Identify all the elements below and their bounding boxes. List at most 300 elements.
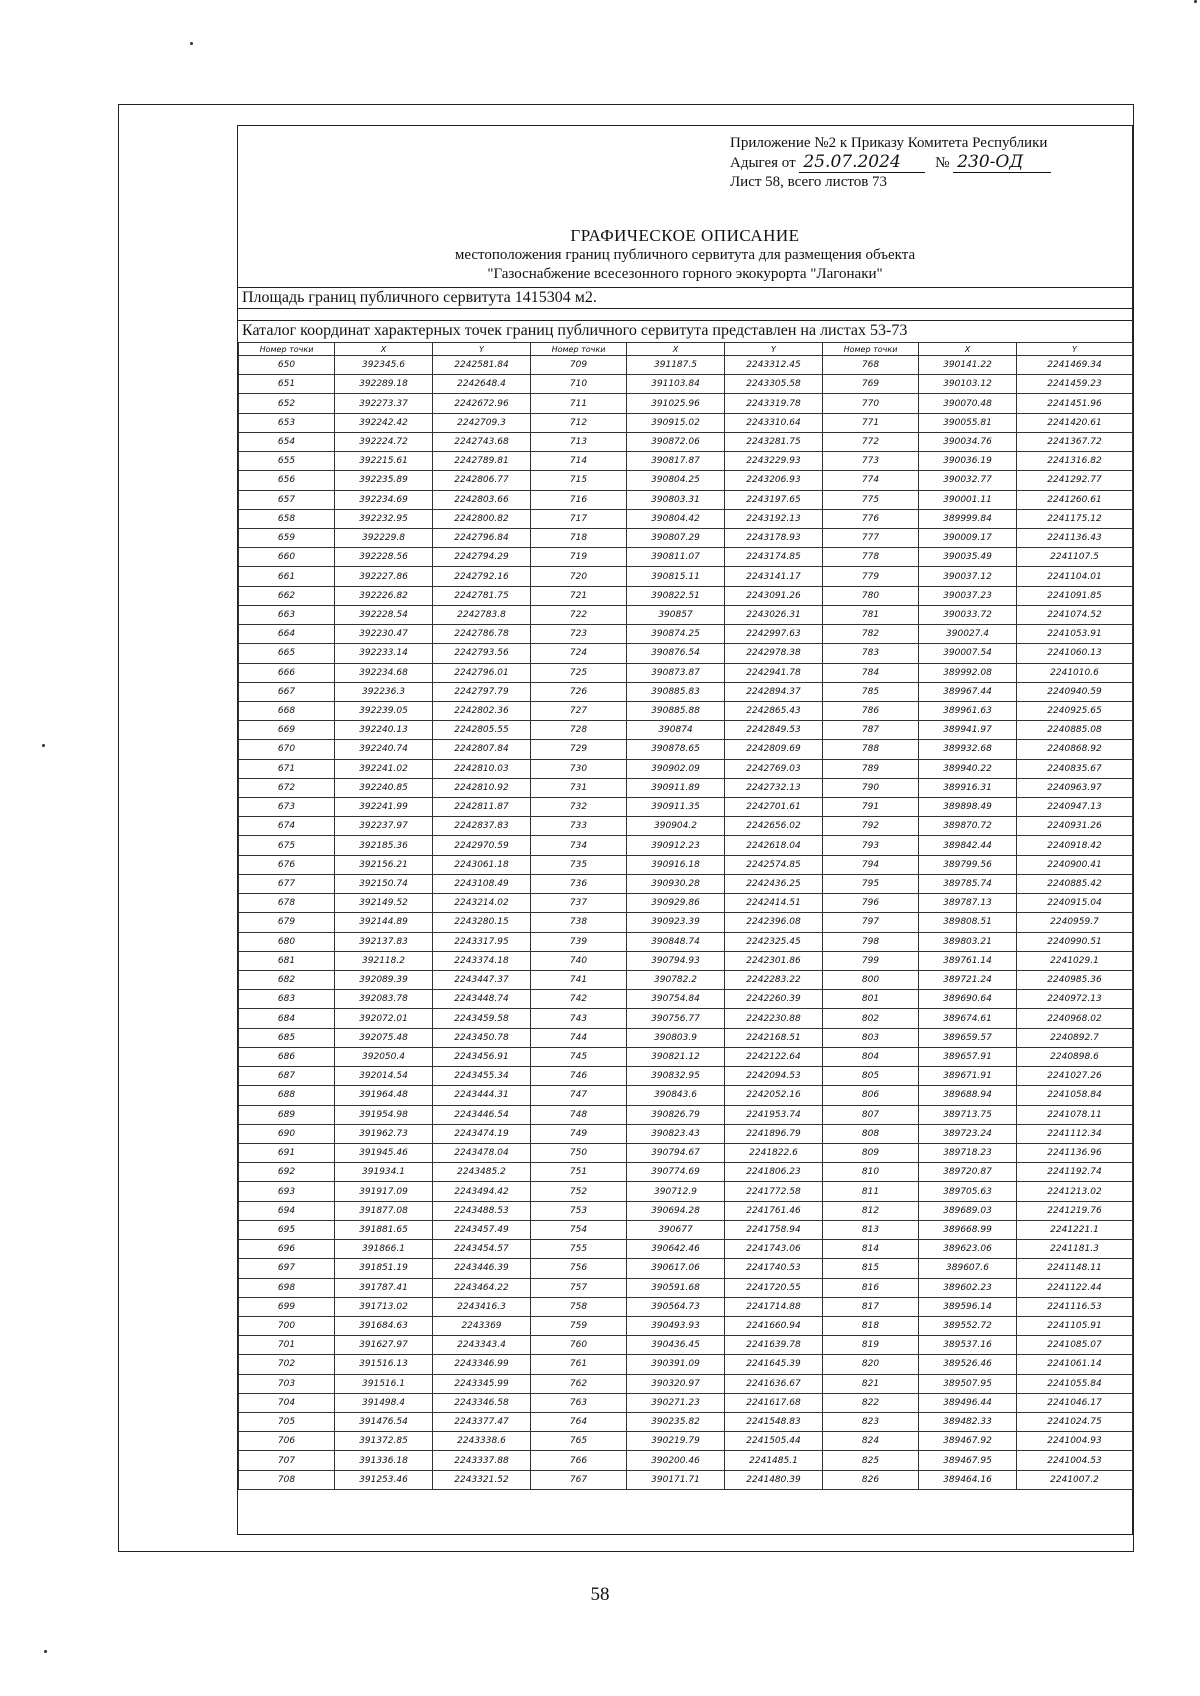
point-number-cell: 787 bbox=[823, 721, 919, 740]
point-number-cell: 701 bbox=[239, 1336, 335, 1355]
point-number-cell: 778 bbox=[823, 548, 919, 567]
y-cell: 2241024.75 bbox=[1017, 1413, 1133, 1432]
x-cell: 389967.44 bbox=[919, 682, 1017, 701]
point-number-cell: 753 bbox=[531, 1201, 627, 1220]
y-cell: 2240898.6 bbox=[1017, 1047, 1133, 1066]
point-number-cell: 802 bbox=[823, 1009, 919, 1028]
y-cell: 2241645.39 bbox=[725, 1355, 823, 1374]
point-number-cell: 694 bbox=[239, 1201, 335, 1220]
point-number-cell: 744 bbox=[531, 1028, 627, 1047]
point-number-cell: 678 bbox=[239, 894, 335, 913]
table-row bbox=[239, 1124, 1133, 1143]
x-cell: 389482.33 bbox=[919, 1413, 1017, 1432]
x-cell: 392241.99 bbox=[335, 798, 433, 817]
table-row bbox=[239, 605, 1133, 624]
y-cell: 2242581.84 bbox=[433, 356, 531, 375]
x-cell: 390817.87 bbox=[627, 452, 725, 471]
coordinates-table-body bbox=[239, 356, 1133, 1500]
point-number-cell: 773 bbox=[823, 452, 919, 471]
x-cell: 390033.72 bbox=[919, 605, 1017, 624]
table-row bbox=[239, 836, 1133, 855]
point-number-cell: 761 bbox=[531, 1355, 627, 1374]
point-number-cell: 658 bbox=[239, 509, 335, 528]
x-cell: 391964.48 bbox=[335, 1086, 433, 1105]
point-number-cell: 650 bbox=[239, 356, 335, 375]
point-number-cell: 706 bbox=[239, 1432, 335, 1451]
y-cell: 2242396.08 bbox=[725, 913, 823, 932]
x-cell: 390904.2 bbox=[627, 817, 725, 836]
point-number-cell: 758 bbox=[531, 1297, 627, 1316]
x-cell: 390564.73 bbox=[627, 1297, 725, 1316]
x-cell: 391336.18 bbox=[335, 1451, 433, 1470]
point-number-cell: 666 bbox=[239, 663, 335, 682]
x-cell: 390902.09 bbox=[627, 759, 725, 778]
x-cell: 390754.84 bbox=[627, 990, 725, 1009]
x-cell: 391103.84 bbox=[627, 375, 725, 394]
table-row bbox=[239, 1220, 1133, 1239]
point-number-cell: 769 bbox=[823, 375, 919, 394]
x-cell: 389674.61 bbox=[919, 1009, 1017, 1028]
point-number-cell: 690 bbox=[239, 1124, 335, 1143]
point-number-cell: 671 bbox=[239, 759, 335, 778]
x-cell: 392227.86 bbox=[335, 567, 433, 586]
y-cell: 2242709.3 bbox=[433, 413, 531, 432]
x-cell: 390141.22 bbox=[919, 356, 1017, 375]
point-number-cell: 710 bbox=[531, 375, 627, 394]
x-cell: 392226.82 bbox=[335, 586, 433, 605]
x-cell: 390200.46 bbox=[627, 1451, 725, 1470]
x-cell: 389526.46 bbox=[919, 1355, 1017, 1374]
point-number-cell: 670 bbox=[239, 740, 335, 759]
table-row bbox=[239, 1182, 1133, 1201]
y-cell: 2240885.42 bbox=[1017, 874, 1133, 893]
header-x: X bbox=[627, 343, 725, 356]
x-cell: 389668.99 bbox=[919, 1220, 1017, 1239]
y-cell: 2243214.02 bbox=[433, 894, 531, 913]
y-cell: 2243345.99 bbox=[433, 1374, 531, 1393]
x-cell: 389721.24 bbox=[919, 971, 1017, 990]
point-number-cell: 695 bbox=[239, 1220, 335, 1239]
point-number-cell: 705 bbox=[239, 1413, 335, 1432]
x-cell: 389932.68 bbox=[919, 740, 1017, 759]
y-cell: 2242806.77 bbox=[433, 471, 531, 490]
x-cell: 391253.46 bbox=[335, 1470, 433, 1489]
y-cell: 2241078.11 bbox=[1017, 1105, 1133, 1124]
point-number-cell: 781 bbox=[823, 605, 919, 624]
y-cell: 2241953.74 bbox=[725, 1105, 823, 1124]
x-cell: 390493.93 bbox=[627, 1316, 725, 1335]
point-number-cell: 675 bbox=[239, 836, 335, 855]
y-cell: 2241074.52 bbox=[1017, 605, 1133, 624]
table-row bbox=[239, 528, 1133, 547]
point-number-cell: 782 bbox=[823, 625, 919, 644]
point-number-cell: 796 bbox=[823, 894, 919, 913]
y-cell: 2242803.66 bbox=[433, 490, 531, 509]
y-cell: 2242301.86 bbox=[725, 951, 823, 970]
x-cell: 389999.84 bbox=[919, 509, 1017, 528]
y-cell: 2243343.4 bbox=[433, 1336, 531, 1355]
y-cell: 2243455.34 bbox=[433, 1067, 531, 1086]
y-cell: 2241459.23 bbox=[1017, 375, 1133, 394]
x-cell: 392242.42 bbox=[335, 413, 433, 432]
x-cell: 392240.74 bbox=[335, 740, 433, 759]
x-cell: 390872.06 bbox=[627, 432, 725, 451]
x-cell: 389537.16 bbox=[919, 1336, 1017, 1355]
point-number-cell: 760 bbox=[531, 1336, 627, 1355]
x-cell: 389713.75 bbox=[919, 1105, 1017, 1124]
x-cell: 389602.23 bbox=[919, 1278, 1017, 1297]
x-cell: 392228.54 bbox=[335, 605, 433, 624]
table-row bbox=[239, 625, 1133, 644]
table-row bbox=[239, 586, 1133, 605]
y-cell: 2241029.1 bbox=[1017, 951, 1133, 970]
point-number-cell: 674 bbox=[239, 817, 335, 836]
point-number-cell: 748 bbox=[531, 1105, 627, 1124]
y-cell: 2243108.49 bbox=[433, 874, 531, 893]
point-number-cell: 702 bbox=[239, 1355, 335, 1374]
point-number-cell: 681 bbox=[239, 951, 335, 970]
table-row bbox=[239, 490, 1133, 509]
point-number-cell: 728 bbox=[531, 721, 627, 740]
empty-cell bbox=[725, 1489, 823, 1500]
y-cell: 2241085.07 bbox=[1017, 1336, 1133, 1355]
point-number-cell: 699 bbox=[239, 1297, 335, 1316]
x-cell: 389785.74 bbox=[919, 874, 1017, 893]
empty-cell bbox=[1017, 1489, 1133, 1500]
y-cell: 2240959.7 bbox=[1017, 913, 1133, 932]
y-cell: 2240892.7 bbox=[1017, 1028, 1133, 1047]
point-number-cell: 784 bbox=[823, 663, 919, 682]
point-number-cell: 825 bbox=[823, 1451, 919, 1470]
x-cell: 392014.54 bbox=[335, 1067, 433, 1086]
point-number-cell: 762 bbox=[531, 1374, 627, 1393]
header-x: X bbox=[919, 343, 1017, 356]
handwritten-date: 25.07.2024 bbox=[799, 153, 925, 173]
y-cell: 2240931.26 bbox=[1017, 817, 1133, 836]
y-cell: 2240885.08 bbox=[1017, 721, 1133, 740]
x-cell: 390874.25 bbox=[627, 625, 725, 644]
y-cell: 2241053.91 bbox=[1017, 625, 1133, 644]
point-number-cell: 704 bbox=[239, 1393, 335, 1412]
x-cell: 391627.97 bbox=[335, 1336, 433, 1355]
x-cell: 390007.54 bbox=[919, 644, 1017, 663]
x-cell: 392156.21 bbox=[335, 855, 433, 874]
y-cell: 2243454.57 bbox=[433, 1240, 531, 1259]
point-number-cell: 788 bbox=[823, 740, 919, 759]
point-number-cell: 731 bbox=[531, 778, 627, 797]
x-cell: 391498.4 bbox=[335, 1393, 433, 1412]
y-cell: 2241485.1 bbox=[725, 1451, 823, 1470]
point-number-cell: 791 bbox=[823, 798, 919, 817]
empty-cell bbox=[627, 1489, 725, 1500]
x-cell: 392232.95 bbox=[335, 509, 433, 528]
y-cell: 2242970.59 bbox=[433, 836, 531, 855]
point-number-cell: 790 bbox=[823, 778, 919, 797]
y-cell: 2240963.97 bbox=[1017, 778, 1133, 797]
x-cell: 389705.63 bbox=[919, 1182, 1017, 1201]
y-cell: 2243321.52 bbox=[433, 1470, 531, 1489]
x-cell: 390436.45 bbox=[627, 1336, 725, 1355]
page-title: ГРАФИЧЕСКОЕ ОПИСАНИЕ bbox=[570, 226, 800, 245]
point-number-cell: 817 bbox=[823, 1297, 919, 1316]
y-cell: 2243446.39 bbox=[433, 1259, 531, 1278]
point-number-cell: 720 bbox=[531, 567, 627, 586]
point-number-cell: 736 bbox=[531, 874, 627, 893]
table-row bbox=[239, 971, 1133, 990]
point-number-cell: 718 bbox=[531, 528, 627, 547]
y-cell: 2243446.54 bbox=[433, 1105, 531, 1124]
point-number-cell: 792 bbox=[823, 817, 919, 836]
y-cell: 2243229.93 bbox=[725, 452, 823, 471]
title-subtitle-2: "Газоснабжение всесезонного горного экокурорта "Лагонаки" bbox=[487, 266, 883, 282]
x-cell: 390712.9 bbox=[627, 1182, 725, 1201]
table-row bbox=[239, 721, 1133, 740]
y-cell: 2243197.65 bbox=[725, 490, 823, 509]
y-cell: 2241660.94 bbox=[725, 1316, 823, 1335]
point-number-cell: 712 bbox=[531, 413, 627, 432]
y-cell: 2242781.75 bbox=[433, 586, 531, 605]
x-cell: 389940.22 bbox=[919, 759, 1017, 778]
x-cell: 390843.6 bbox=[627, 1086, 725, 1105]
point-number-cell: 797 bbox=[823, 913, 919, 932]
x-cell: 389689.03 bbox=[919, 1201, 1017, 1220]
x-cell: 390930.28 bbox=[627, 874, 725, 893]
table-row bbox=[239, 1009, 1133, 1028]
x-cell: 390037.12 bbox=[919, 567, 1017, 586]
x-cell: 390807.29 bbox=[627, 528, 725, 547]
point-number-cell: 727 bbox=[531, 701, 627, 720]
x-cell: 389688.94 bbox=[919, 1086, 1017, 1105]
x-cell: 389657.91 bbox=[919, 1047, 1017, 1066]
y-cell: 2243206.93 bbox=[725, 471, 823, 490]
x-cell: 390794.67 bbox=[627, 1143, 725, 1162]
table-row bbox=[239, 759, 1133, 778]
y-cell: 2243192.13 bbox=[725, 509, 823, 528]
y-cell: 2242648.4 bbox=[433, 375, 531, 394]
point-number-cell: 741 bbox=[531, 971, 627, 990]
point-number-cell: 820 bbox=[823, 1355, 919, 1374]
point-number-cell: 738 bbox=[531, 913, 627, 932]
point-number-cell: 777 bbox=[823, 528, 919, 547]
y-cell: 2242672.96 bbox=[433, 394, 531, 413]
point-number-cell: 759 bbox=[531, 1316, 627, 1335]
y-cell: 2242865.43 bbox=[725, 701, 823, 720]
x-cell: 392075.48 bbox=[335, 1028, 433, 1047]
point-number-cell: 793 bbox=[823, 836, 919, 855]
point-number-cell: 725 bbox=[531, 663, 627, 682]
x-cell: 391476.54 bbox=[335, 1413, 433, 1432]
point-number-cell: 686 bbox=[239, 1047, 335, 1066]
y-cell: 2241720.55 bbox=[725, 1278, 823, 1297]
x-cell: 390070.48 bbox=[919, 394, 1017, 413]
x-cell: 390001.11 bbox=[919, 490, 1017, 509]
y-cell: 2241136.96 bbox=[1017, 1143, 1133, 1162]
x-cell: 389464.16 bbox=[919, 1470, 1017, 1489]
table-row bbox=[239, 1278, 1133, 1297]
x-cell: 390774.69 bbox=[627, 1163, 725, 1182]
x-cell: 390911.35 bbox=[627, 798, 725, 817]
point-number-cell: 740 bbox=[531, 951, 627, 970]
point-number-cell: 780 bbox=[823, 586, 919, 605]
x-cell: 390823.43 bbox=[627, 1124, 725, 1143]
table-row bbox=[239, 951, 1133, 970]
x-cell: 392241.02 bbox=[335, 759, 433, 778]
point-number-cell: 774 bbox=[823, 471, 919, 490]
table-row bbox=[239, 413, 1133, 432]
y-cell: 2242796.01 bbox=[433, 663, 531, 682]
point-number-cell: 669 bbox=[239, 721, 335, 740]
servitude-area: Площадь границ публичного сервитута 1415304 м2. bbox=[238, 287, 1132, 309]
point-number-cell: 763 bbox=[531, 1393, 627, 1412]
point-number-cell: 683 bbox=[239, 990, 335, 1009]
point-number-cell: 771 bbox=[823, 413, 919, 432]
point-number-cell: 806 bbox=[823, 1086, 919, 1105]
header-y: Y bbox=[725, 343, 823, 356]
y-cell: 2243338.6 bbox=[433, 1432, 531, 1451]
y-cell: 2243478.04 bbox=[433, 1143, 531, 1162]
x-cell: 392240.13 bbox=[335, 721, 433, 740]
point-number-cell: 785 bbox=[823, 682, 919, 701]
point-number-cell: 667 bbox=[239, 682, 335, 701]
x-cell: 390874 bbox=[627, 721, 725, 740]
y-cell: 2241046.17 bbox=[1017, 1393, 1133, 1412]
y-cell: 2241007.2 bbox=[1017, 1470, 1133, 1489]
point-number-cell: 698 bbox=[239, 1278, 335, 1297]
table-row bbox=[239, 817, 1133, 836]
y-cell: 2243377.47 bbox=[433, 1413, 531, 1432]
x-cell: 390804.42 bbox=[627, 509, 725, 528]
y-cell: 2241822.6 bbox=[725, 1143, 823, 1162]
header-point-number: Номер точки bbox=[823, 343, 919, 356]
x-cell: 390912.23 bbox=[627, 836, 725, 855]
point-number-cell: 730 bbox=[531, 759, 627, 778]
table-row bbox=[239, 394, 1133, 413]
x-cell: 390235.82 bbox=[627, 1413, 725, 1432]
point-number-cell: 805 bbox=[823, 1067, 919, 1086]
point-number-cell: 807 bbox=[823, 1105, 919, 1124]
table-row bbox=[239, 1413, 1133, 1432]
point-number-cell: 734 bbox=[531, 836, 627, 855]
y-cell: 2242260.39 bbox=[725, 990, 823, 1009]
x-cell: 391945.46 bbox=[335, 1143, 433, 1162]
x-cell: 390694.28 bbox=[627, 1201, 725, 1220]
x-cell: 390171.71 bbox=[627, 1470, 725, 1489]
empty-cell bbox=[335, 1489, 433, 1500]
point-number-cell: 751 bbox=[531, 1163, 627, 1182]
table-row bbox=[239, 432, 1133, 451]
table-row bbox=[239, 509, 1133, 528]
sheet-info: Лист 58, всего листов 73 bbox=[730, 174, 888, 190]
y-cell: 2242769.03 bbox=[725, 759, 823, 778]
y-cell: 2242807.84 bbox=[433, 740, 531, 759]
point-number-cell: 679 bbox=[239, 913, 335, 932]
point-number-cell: 754 bbox=[531, 1220, 627, 1239]
x-cell: 391954.98 bbox=[335, 1105, 433, 1124]
y-cell: 2243448.74 bbox=[433, 990, 531, 1009]
point-number-cell: 687 bbox=[239, 1067, 335, 1086]
y-cell: 2241027.26 bbox=[1017, 1067, 1133, 1086]
appendix-line-2 bbox=[730, 153, 1126, 173]
y-cell: 2242618.04 bbox=[725, 836, 823, 855]
x-cell: 389916.31 bbox=[919, 778, 1017, 797]
x-cell: 392236.3 bbox=[335, 682, 433, 701]
y-cell: 2240925.65 bbox=[1017, 701, 1133, 720]
x-cell: 389596.14 bbox=[919, 1297, 1017, 1316]
y-cell: 2241213.02 bbox=[1017, 1182, 1133, 1201]
point-number-cell: 770 bbox=[823, 394, 919, 413]
x-cell: 391787.41 bbox=[335, 1278, 433, 1297]
y-cell: 2243369 bbox=[433, 1316, 531, 1335]
y-cell: 2243281.75 bbox=[725, 432, 823, 451]
point-number-cell: 819 bbox=[823, 1336, 919, 1355]
y-cell: 2242656.02 bbox=[725, 817, 823, 836]
x-cell: 390677 bbox=[627, 1220, 725, 1239]
x-cell: 390811.07 bbox=[627, 548, 725, 567]
y-cell: 2243447.37 bbox=[433, 971, 531, 990]
point-number-cell: 680 bbox=[239, 932, 335, 951]
point-number-cell: 651 bbox=[239, 375, 335, 394]
point-number-cell: 767 bbox=[531, 1470, 627, 1489]
x-cell: 391917.09 bbox=[335, 1182, 433, 1201]
table-row bbox=[239, 644, 1133, 663]
x-cell: 389496.44 bbox=[919, 1393, 1017, 1412]
point-number-cell: 711 bbox=[531, 394, 627, 413]
y-cell: 2241367.72 bbox=[1017, 432, 1133, 451]
point-number-cell: 655 bbox=[239, 452, 335, 471]
y-cell: 2242792.16 bbox=[433, 567, 531, 586]
point-number-cell: 766 bbox=[531, 1451, 627, 1470]
y-cell: 2242997.63 bbox=[725, 625, 823, 644]
point-number-cell: 716 bbox=[531, 490, 627, 509]
point-number-cell: 803 bbox=[823, 1028, 919, 1047]
table-row bbox=[239, 1470, 1133, 1489]
y-cell: 2243174.85 bbox=[725, 548, 823, 567]
point-number-cell: 826 bbox=[823, 1470, 919, 1489]
x-cell: 391962.73 bbox=[335, 1124, 433, 1143]
x-cell: 390848.74 bbox=[627, 932, 725, 951]
table-row bbox=[239, 567, 1133, 586]
table-row bbox=[239, 1451, 1133, 1470]
x-cell: 392144.89 bbox=[335, 913, 433, 932]
y-cell: 2242978.38 bbox=[725, 644, 823, 663]
y-cell: 2242941.78 bbox=[725, 663, 823, 682]
point-number-cell: 661 bbox=[239, 567, 335, 586]
point-number-cell: 664 bbox=[239, 625, 335, 644]
point-number-cell: 659 bbox=[239, 528, 335, 547]
x-cell: 392230.47 bbox=[335, 625, 433, 644]
point-number-cell: 783 bbox=[823, 644, 919, 663]
x-cell: 389623.06 bbox=[919, 1240, 1017, 1259]
point-number-cell: 721 bbox=[531, 586, 627, 605]
y-cell: 2242786.78 bbox=[433, 625, 531, 644]
point-number-cell: 814 bbox=[823, 1240, 919, 1259]
y-cell: 2241505.44 bbox=[725, 1432, 823, 1451]
y-cell: 2242414.51 bbox=[725, 894, 823, 913]
scan-speck bbox=[44, 1650, 47, 1653]
empty-cell bbox=[433, 1489, 531, 1500]
y-cell: 2241107.5 bbox=[1017, 548, 1133, 567]
point-number-cell: 750 bbox=[531, 1143, 627, 1162]
y-cell: 2242122.64 bbox=[725, 1047, 823, 1066]
x-cell: 389507.95 bbox=[919, 1374, 1017, 1393]
point-number-cell: 662 bbox=[239, 586, 335, 605]
y-cell: 2241004.53 bbox=[1017, 1451, 1133, 1470]
table-row bbox=[239, 1316, 1133, 1335]
point-number-cell: 654 bbox=[239, 432, 335, 451]
y-cell: 2240868.92 bbox=[1017, 740, 1133, 759]
x-cell: 389941.97 bbox=[919, 721, 1017, 740]
point-number-cell: 794 bbox=[823, 855, 919, 874]
